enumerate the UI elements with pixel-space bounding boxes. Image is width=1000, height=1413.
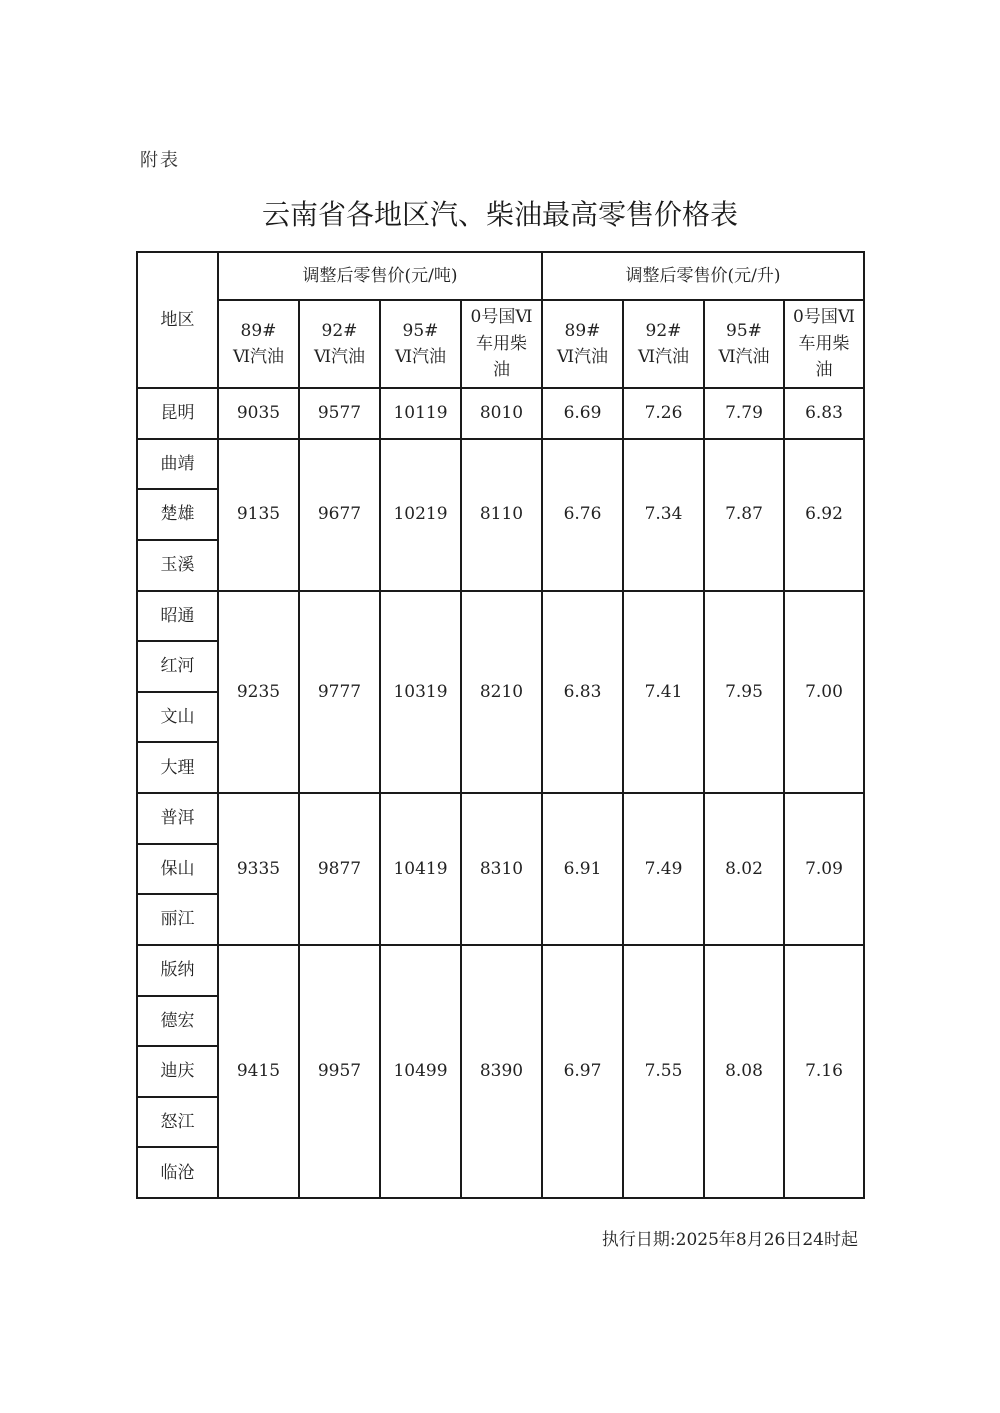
table-row [137,591,864,642]
region-cell: 玉溪 [137,540,218,591]
page-title: 云南省各地区汽、柴油最高零售价格表 [261,198,738,231]
price-cell: 10499 [380,945,461,1198]
price-cell: 9135 [218,439,299,591]
price-cell: 7.00 [784,591,864,794]
fuel-header-line: 92# [645,320,682,341]
fuel-header-line: Ⅵ汽油 [313,347,366,367]
price-cell: 8210 [461,591,542,794]
fuel-header-line: Ⅵ汽油 [394,347,447,367]
price-cell: 10119 [380,388,461,439]
price-cell: 6.92 [784,439,864,591]
region-cell: 丽江 [137,894,218,945]
price-cell: 8310 [461,793,542,945]
region-cell: 昭通 [137,591,218,642]
fuel-header [542,300,623,388]
fuel-header [623,300,704,388]
price-cell: 6.97 [542,945,623,1198]
price-cell: 7.87 [704,439,784,591]
price-cell: 7.95 [704,591,784,794]
fuel-header-line: 92# [321,320,358,341]
attachment-label: 附表 [140,150,180,171]
fuel-header-line: Ⅵ汽油 [637,347,690,367]
price-cell: 8.08 [704,945,784,1198]
price-cell: 7.26 [623,388,704,439]
price-cell: 7.16 [784,945,864,1198]
price-cell: 8010 [461,388,542,439]
effective-date: 执行日期:2025年8月26日24时起 [601,1230,858,1250]
price-cell: 10219 [380,439,461,591]
price-cell: 7.49 [623,793,704,945]
price-cell: 9957 [299,945,380,1198]
price-cell: 9777 [299,591,380,794]
price-cell: 8390 [461,945,542,1198]
price-cell: 10419 [380,793,461,945]
fuel-header [380,300,461,388]
fuel-header-line: 89# [240,320,277,341]
region-cell: 普洱 [137,793,218,844]
fuel-header [704,300,784,388]
price-cell: 6.76 [542,439,623,591]
price-cell: 7.41 [623,591,704,794]
fuel-header-line: 油 [815,360,833,381]
table-row [137,793,864,844]
fuel-header-line: 95# [726,320,762,341]
fuel-header-line: Ⅵ汽油 [232,347,285,367]
fuel-header-line: 95# [402,320,439,341]
price-cell: 7.34 [623,439,704,591]
fuel-header-line: Ⅵ汽油 [718,347,770,367]
region-cell: 楚雄 [137,489,218,540]
fuel-header-line: 油 [493,360,510,381]
price-cell: 7.09 [784,793,864,945]
region-cell: 迪庆 [137,1046,218,1097]
fuel-header [784,300,864,388]
region-cell: 怒江 [137,1097,218,1148]
region-cell: 临沧 [137,1147,218,1198]
table-row [137,439,864,490]
region-cell: 文山 [137,692,218,743]
price-cell: 6.91 [542,793,623,945]
price-cell: 10319 [380,591,461,794]
fuel-header-line: Ⅵ汽油 [556,347,609,367]
table-row [137,388,864,439]
price-cell: 6.83 [542,591,623,794]
fuel-header-line: 89# [564,320,601,341]
region-cell: 昆明 [137,388,218,439]
region-cell: 大理 [137,742,218,793]
price-cell: 9415 [218,945,299,1198]
price-cell: 8.02 [704,793,784,945]
price-cell: 9235 [218,591,299,794]
region-cell: 红河 [137,641,218,692]
region-cell: 版纳 [137,945,218,996]
price-table [136,251,865,1199]
fuel-header-line: 车用柴 [476,333,527,354]
price-cell: 7.55 [623,945,704,1198]
fuel-header-line: 0号国Ⅵ [793,307,855,328]
fuel-header-line: 车用柴 [798,333,850,354]
fuel-header-line: 0号国Ⅵ [470,307,533,328]
price-cell: 9677 [299,439,380,591]
group-header-per-ton: 调整后零售价(元/吨) [218,252,542,300]
fuel-header [461,300,542,388]
fuel-header [299,300,380,388]
price-cell: 9577 [299,388,380,439]
region-header: 地区 [137,252,218,388]
price-cell: 8110 [461,439,542,591]
price-cell: 7.79 [704,388,784,439]
price-cell: 9877 [299,793,380,945]
price-cell: 6.83 [784,388,864,439]
price-cell: 9035 [218,388,299,439]
region-cell: 保山 [137,844,218,895]
region-cell: 德宏 [137,996,218,1047]
group-header-per-liter: 调整后零售价(元/升) [542,252,864,300]
price-cell: 9335 [218,793,299,945]
price-cell: 6.69 [542,388,623,439]
region-cell: 曲靖 [137,439,218,490]
fuel-header [218,300,299,388]
table-row [137,945,864,996]
